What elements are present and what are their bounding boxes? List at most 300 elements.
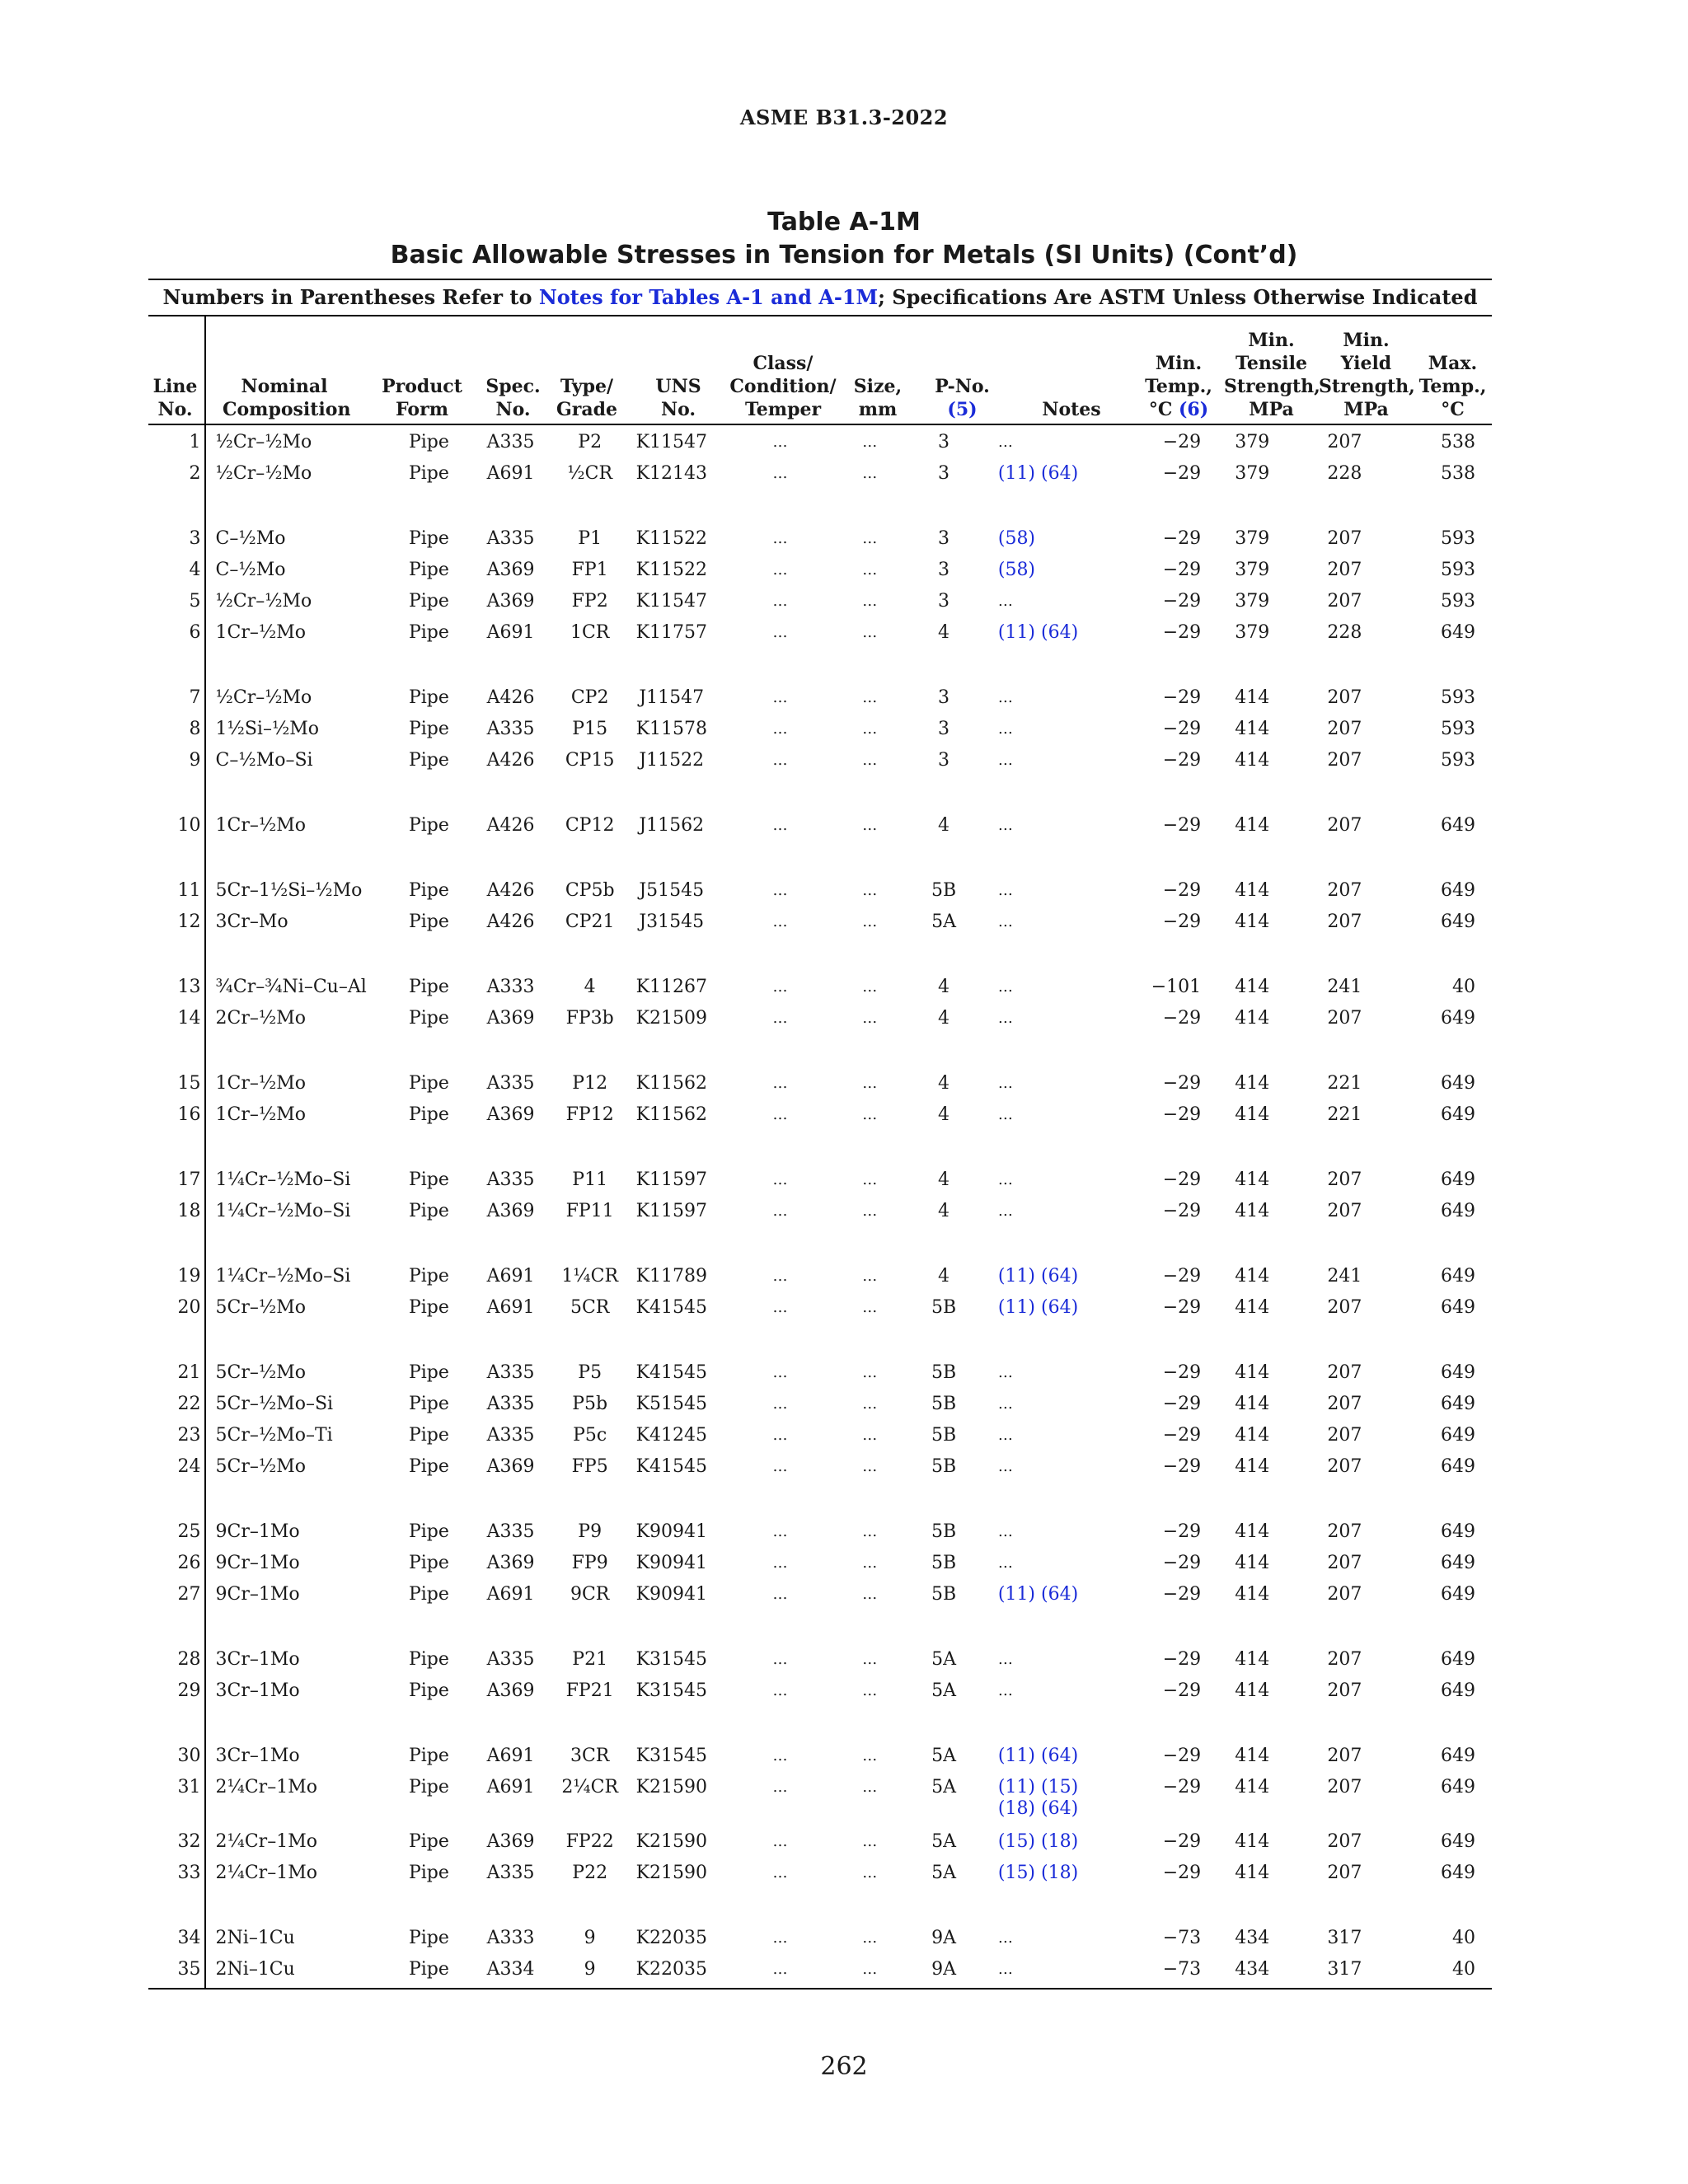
p-no-cell: 4 — [938, 1073, 950, 1094]
uns-no-cell: J31545 — [639, 912, 705, 932]
tensile-strength-cell: 414 — [1235, 1863, 1270, 1883]
min-temp-cell: −29 — [1162, 591, 1202, 612]
notes-cell: … — [997, 1929, 1013, 1947]
p-no-cell: 5B — [931, 1394, 957, 1414]
spec-no-cell: A426 — [486, 815, 535, 836]
notes-cell: … — [997, 978, 1013, 996]
min-temp-cell: −29 — [1162, 528, 1202, 549]
p-no-cell: 5B — [931, 1362, 957, 1383]
p-no-cell: 4 — [938, 977, 950, 997]
type-grade-cell: P2 — [578, 432, 603, 452]
min-temp-cell: −29 — [1162, 1553, 1202, 1573]
type-grade-cell: P1 — [578, 528, 603, 549]
p-no-cell: 5B — [931, 1521, 957, 1542]
class-condition-cell: … — [772, 1458, 788, 1475]
notes-cell[interactable]: (11) (15) (18) (64) — [997, 1777, 1079, 1819]
uns-no-cell: K11597 — [635, 1169, 707, 1190]
max-temp-cell: 649 — [1441, 1073, 1475, 1094]
row-spacer — [148, 841, 1492, 875]
type-grade-cell: 4 — [584, 977, 596, 997]
size-cell: … — [862, 1395, 878, 1413]
max-temp-cell: 538 — [1441, 432, 1475, 452]
yield-strength-cell: 207 — [1327, 591, 1362, 612]
type-grade-cell: 9 — [584, 1928, 596, 1948]
tensile-strength-cell: 379 — [1235, 622, 1270, 643]
notes-cell: … — [997, 752, 1013, 769]
min-temp-cell: −29 — [1162, 1104, 1202, 1125]
uns-no-cell: J11547 — [639, 687, 705, 708]
class-condition-cell: … — [772, 1299, 788, 1316]
min-temp-cell: −29 — [1162, 560, 1202, 580]
yield-strength-cell: 317 — [1327, 1928, 1362, 1948]
p-no-cell: 5B — [931, 1553, 957, 1573]
max-temp-cell: 649 — [1441, 1266, 1475, 1286]
header-min-yield-strength: Min. Yield Strength, MPa — [1319, 330, 1415, 420]
class-condition-cell: … — [772, 1779, 788, 1796]
type-grade-cell: FP3b — [565, 1008, 614, 1029]
line-no-cell: 2 — [189, 463, 201, 484]
size-cell: … — [862, 624, 878, 641]
max-temp-cell: 649 — [1441, 1394, 1475, 1414]
notes-cell[interactable]: (15) (18) — [997, 1831, 1079, 1852]
header-notes: Notes — [1042, 399, 1101, 420]
class-condition-cell: … — [772, 1523, 788, 1540]
max-temp-cell: 649 — [1441, 1777, 1475, 1797]
max-temp-cell: 649 — [1441, 1104, 1475, 1125]
nominal-composition-cell: 1¼Cr–½Mo–Si — [215, 1201, 351, 1221]
class-condition-cell: … — [772, 1364, 788, 1381]
uns-no-cell: K11522 — [635, 528, 707, 549]
yield-strength-cell: 207 — [1327, 687, 1362, 708]
uns-no-cell: K41545 — [635, 1362, 707, 1383]
min-temp-cell: −29 — [1162, 815, 1202, 836]
type-grade-cell: P12 — [572, 1073, 608, 1094]
yield-strength-cell: 221 — [1327, 1073, 1362, 1094]
nominal-composition-cell: C–½Mo — [215, 560, 286, 580]
yield-strength-cell: 207 — [1327, 1831, 1362, 1852]
line-no-cell: 32 — [177, 1831, 201, 1852]
p-no-cell: 5B — [931, 880, 957, 901]
yield-strength-cell: 207 — [1327, 1863, 1362, 1883]
size-cell: … — [862, 1010, 878, 1027]
type-grade-cell: P5c — [573, 1425, 607, 1446]
class-condition-cell: … — [772, 882, 788, 899]
type-grade-cell: P5 — [578, 1362, 603, 1383]
notes-cell[interactable]: (11) (64) — [997, 1584, 1079, 1605]
tensile-strength-cell: 414 — [1235, 1266, 1270, 1286]
min-temp-cell: −29 — [1162, 1777, 1202, 1797]
type-grade-cell: 2¼CR — [561, 1777, 619, 1797]
product-form-cell: Pipe — [408, 1584, 449, 1605]
min-temp-cell: −29 — [1162, 1362, 1202, 1383]
spec-no-cell: A335 — [486, 432, 535, 452]
tensile-strength-cell: 414 — [1235, 719, 1270, 739]
max-temp-cell: 649 — [1441, 1201, 1475, 1221]
row-spacer — [148, 490, 1492, 523]
spec-no-cell: A426 — [486, 880, 535, 901]
type-grade-cell: P15 — [572, 719, 608, 739]
product-form-cell: Pipe — [408, 815, 449, 836]
notes-cell: … — [997, 913, 1013, 930]
yield-strength-cell: 207 — [1327, 560, 1362, 580]
nominal-composition-cell: 2Ni–1Cu — [215, 1928, 295, 1948]
table-row — [148, 745, 1492, 776]
notes-cell: … — [997, 1106, 1013, 1123]
product-form-cell: Pipe — [408, 1928, 449, 1948]
header-size: Size, mm — [853, 376, 903, 420]
min-temp-cell: −29 — [1162, 719, 1202, 739]
row-spacer — [148, 938, 1492, 972]
uns-no-cell: K11522 — [635, 560, 707, 580]
nominal-composition-cell: 2¼Cr–1Mo — [215, 1831, 317, 1852]
max-temp-cell: 649 — [1441, 1831, 1475, 1852]
max-temp-cell: 649 — [1441, 1297, 1475, 1318]
max-temp-cell: 649 — [1441, 1746, 1475, 1766]
notes-cell: … — [997, 720, 1013, 738]
spec-no-cell: A691 — [486, 1746, 535, 1766]
row-spacer — [148, 1034, 1492, 1068]
yield-strength-cell: 207 — [1327, 1521, 1362, 1542]
uns-no-cell: K90941 — [635, 1584, 707, 1605]
notes-cell[interactable]: (15) (18) — [997, 1863, 1079, 1883]
size-cell: … — [862, 1682, 878, 1699]
notes-cell: … — [997, 1961, 1013, 1978]
size-cell: … — [862, 1929, 878, 1947]
min-temp-cell: −73 — [1162, 1928, 1202, 1948]
uns-no-cell: K11547 — [635, 591, 707, 612]
spec-no-cell: A426 — [486, 687, 535, 708]
class-condition-cell: … — [772, 1864, 788, 1882]
line-no-cell: 19 — [177, 1266, 201, 1286]
notes-cell[interactable]: (11) (64) — [997, 463, 1079, 484]
row-spacer — [148, 1707, 1492, 1741]
product-form-cell: Pipe — [408, 591, 449, 612]
table-row — [148, 1420, 1492, 1451]
line-no-cell: 6 — [189, 622, 201, 643]
tensile-strength-cell: 414 — [1235, 1649, 1270, 1670]
notes-cell[interactable]: (58) — [997, 528, 1036, 549]
type-grade-cell: FP2 — [571, 591, 608, 612]
max-temp-cell: 538 — [1441, 463, 1475, 484]
size-cell: … — [862, 1833, 878, 1850]
min-temp-cell: −29 — [1162, 1169, 1202, 1190]
max-temp-cell: 649 — [1441, 1521, 1475, 1542]
uns-no-cell: K41545 — [635, 1456, 707, 1477]
min-temp-cell: −29 — [1162, 687, 1202, 708]
spec-no-cell: A333 — [486, 1928, 535, 1948]
uns-no-cell: K11578 — [635, 719, 707, 739]
class-condition-cell: … — [772, 1395, 788, 1413]
class-condition-cell: … — [772, 434, 788, 451]
class-condition-cell: … — [772, 1427, 788, 1444]
min-temp-cell: −29 — [1162, 880, 1202, 901]
uns-no-cell: K22035 — [635, 1928, 707, 1948]
uns-no-cell: K11597 — [635, 1201, 707, 1221]
size-cell: … — [862, 1651, 878, 1668]
header-p-no: P-No. (5) — [935, 376, 990, 420]
line-no-cell: 9 — [189, 750, 201, 771]
uns-no-cell: K21590 — [635, 1831, 707, 1852]
nominal-composition-cell: 5Cr–½Mo — [215, 1297, 306, 1318]
class-condition-cell: … — [772, 913, 788, 930]
min-temp-cell: −29 — [1162, 1073, 1202, 1094]
line-no-cell: 10 — [177, 815, 201, 836]
type-grade-cell: FP9 — [571, 1553, 608, 1573]
notes-cell: … — [997, 1395, 1013, 1413]
notes-cell[interactable]: (11) (64) — [997, 1266, 1079, 1286]
type-grade-cell: ½CR — [567, 463, 613, 484]
min-temp-cell: −29 — [1162, 463, 1202, 484]
yield-strength-cell: 207 — [1327, 1456, 1362, 1477]
max-temp-cell: 649 — [1441, 622, 1475, 643]
size-cell: … — [862, 1202, 878, 1220]
nominal-composition-cell: 9Cr–1Mo — [215, 1553, 300, 1573]
type-grade-cell: P22 — [572, 1863, 608, 1883]
max-temp-cell: 649 — [1441, 1863, 1475, 1883]
tensile-strength-cell: 414 — [1235, 1553, 1270, 1573]
banner-prefix: Numbers in Parentheses Refer to — [162, 285, 539, 309]
notes-cell[interactable]: (11) (64) — [997, 1297, 1079, 1318]
nominal-composition-cell: ¾Cr–¾Ni–Cu–Al — [215, 977, 367, 997]
class-condition-cell: … — [772, 1747, 788, 1765]
notes-cell[interactable]: (11) (64) — [997, 1746, 1079, 1766]
type-grade-cell: FP12 — [565, 1104, 614, 1125]
spec-no-cell: A369 — [486, 1456, 535, 1477]
product-form-cell: Pipe — [408, 750, 449, 771]
tensile-strength-cell: 434 — [1235, 1928, 1270, 1948]
yield-strength-cell: 207 — [1327, 912, 1362, 932]
product-form-cell: Pipe — [408, 1201, 449, 1221]
max-temp-cell: 649 — [1441, 1649, 1475, 1670]
yield-strength-cell: 207 — [1327, 719, 1362, 739]
yield-strength-cell: 207 — [1327, 1777, 1362, 1797]
type-grade-cell: P11 — [572, 1169, 608, 1190]
line-no-cell: 15 — [177, 1073, 201, 1094]
row-spacer — [148, 1889, 1492, 1923]
yield-strength-cell: 207 — [1327, 1169, 1362, 1190]
notes-cell: … — [997, 434, 1013, 451]
size-cell: … — [862, 1458, 878, 1475]
spec-no-cell: A369 — [486, 1680, 535, 1701]
table-row — [148, 458, 1492, 490]
min-temp-cell: −29 — [1162, 1394, 1202, 1414]
size-cell: … — [862, 978, 878, 996]
nominal-composition-cell: 2¼Cr–1Mo — [215, 1777, 317, 1797]
page-number: 262 — [820, 2052, 868, 2081]
table-title: Table A-1M — [767, 208, 921, 237]
table-row — [148, 1516, 1492, 1548]
tensile-strength-cell: 379 — [1235, 463, 1270, 484]
line-no-cell: 5 — [189, 591, 201, 612]
class-condition-cell: … — [772, 1586, 788, 1603]
size-cell: … — [862, 465, 878, 482]
p-no-cell: 5B — [931, 1584, 957, 1605]
table-row — [148, 810, 1492, 841]
notes-cell[interactable]: (58) — [997, 560, 1036, 580]
p-no-cell: 3 — [938, 687, 950, 708]
p-no-cell: 3 — [938, 560, 950, 580]
product-form-cell: Pipe — [408, 528, 449, 549]
nominal-composition-cell: 1Cr–½Mo — [215, 1073, 306, 1094]
notes-cell: … — [997, 1202, 1013, 1220]
notes-cell: … — [997, 1427, 1013, 1444]
table-row — [148, 1292, 1492, 1324]
line-no-cell: 34 — [177, 1928, 201, 1948]
type-grade-cell: 3CR — [570, 1746, 610, 1766]
tensile-strength-cell: 414 — [1235, 1746, 1270, 1766]
class-condition-cell: … — [772, 1682, 788, 1699]
product-form-cell: Pipe — [408, 1863, 449, 1883]
line-no-cell: 1 — [189, 432, 201, 452]
nominal-composition-cell: 1Cr–½Mo — [215, 1104, 306, 1125]
uns-no-cell: K31545 — [635, 1649, 707, 1670]
yield-strength-cell: 241 — [1327, 977, 1362, 997]
size-cell: … — [862, 1364, 878, 1381]
nominal-composition-cell: 9Cr–1Mo — [215, 1584, 300, 1605]
table-row — [148, 1196, 1492, 1227]
max-temp-cell: 649 — [1441, 880, 1475, 901]
spec-no-cell: A335 — [486, 1425, 535, 1446]
size-cell: … — [862, 593, 878, 610]
p-no-cell: 5B — [931, 1297, 957, 1318]
product-form-cell: Pipe — [408, 977, 449, 997]
product-form-cell: Pipe — [408, 1394, 449, 1414]
table-row — [148, 1261, 1492, 1292]
type-grade-cell: CP5b — [565, 880, 615, 901]
tensile-strength-cell: 414 — [1235, 815, 1270, 836]
p-no-cell: 4 — [938, 1104, 950, 1125]
nominal-composition-cell: 1Cr–½Mo — [215, 622, 306, 643]
header-class-condition-temper: Class/ Condition/ Temper — [729, 353, 837, 420]
table-row — [148, 972, 1492, 1003]
spec-no-cell: A335 — [486, 1073, 535, 1094]
size-cell: … — [862, 1554, 878, 1572]
tensile-strength-cell: 414 — [1235, 1425, 1270, 1446]
nominal-composition-cell: 3Cr–1Mo — [215, 1746, 300, 1766]
nominal-composition-cell: 1¼Cr–½Mo–Si — [215, 1266, 351, 1286]
nominal-composition-cell: 1½Si–½Mo — [215, 719, 320, 739]
product-form-cell: Pipe — [408, 1649, 449, 1670]
spec-no-cell: A369 — [486, 591, 535, 612]
class-condition-cell: … — [772, 1554, 788, 1572]
table-row — [148, 1741, 1492, 1772]
class-condition-cell: … — [772, 1171, 788, 1188]
min-temp-cell: −29 — [1162, 1297, 1202, 1318]
notes-cell[interactable]: (11) (64) — [997, 622, 1079, 643]
spec-no-cell: A335 — [486, 1169, 535, 1190]
header-rule — [148, 424, 1492, 425]
min-temp-cell: −101 — [1151, 977, 1202, 997]
p-no-cell: 5A — [931, 1746, 956, 1766]
yield-strength-cell: 207 — [1327, 880, 1362, 901]
table-row — [148, 1923, 1492, 1954]
stress-table — [148, 427, 1492, 1985]
p-no-cell: 9A — [931, 1928, 956, 1948]
tensile-strength-cell: 434 — [1235, 1959, 1270, 1980]
line-no-cell: 21 — [177, 1362, 201, 1383]
class-condition-cell: … — [772, 1833, 788, 1850]
yield-strength-cell: 207 — [1327, 1394, 1362, 1414]
table-row — [148, 1099, 1492, 1131]
nominal-composition-cell: C–½Mo — [215, 528, 286, 549]
spec-no-cell: A691 — [486, 1584, 535, 1605]
max-temp-cell: 593 — [1441, 687, 1475, 708]
min-temp-cell: −29 — [1162, 1831, 1202, 1852]
size-cell: … — [862, 1106, 878, 1123]
size-cell: … — [862, 1747, 878, 1765]
max-temp-cell: 593 — [1441, 528, 1475, 549]
nominal-composition-cell: 5Cr–½Mo — [215, 1362, 306, 1383]
type-grade-cell: FP5 — [571, 1456, 608, 1477]
yield-strength-cell: 207 — [1327, 432, 1362, 452]
yield-strength-cell: 207 — [1327, 1746, 1362, 1766]
notes-cell: … — [997, 1010, 1013, 1027]
tensile-strength-cell: 414 — [1235, 977, 1270, 997]
p-no-cell: 3 — [938, 719, 950, 739]
running-head: ASME B31.3-2022 — [739, 105, 949, 129]
nominal-composition-cell: 3Cr–1Mo — [215, 1649, 300, 1670]
p-no-cell: 5A — [931, 1777, 956, 1797]
uns-no-cell: K21509 — [635, 1008, 707, 1029]
max-temp-cell: 649 — [1441, 1553, 1475, 1573]
tensile-strength-cell: 414 — [1235, 1201, 1270, 1221]
product-form-cell: Pipe — [408, 687, 449, 708]
nominal-composition-cell: ½Cr–½Mo — [215, 432, 312, 452]
uns-no-cell: K31545 — [635, 1746, 707, 1766]
p-no-cell: 4 — [938, 1201, 950, 1221]
header-nominal-composition: Nominal Composition — [223, 376, 351, 420]
tensile-strength-cell: 414 — [1235, 750, 1270, 771]
table-row — [148, 1675, 1492, 1707]
yield-strength-cell: 207 — [1327, 1425, 1362, 1446]
table-row — [148, 523, 1492, 555]
banner-rule — [148, 315, 1492, 316]
uns-no-cell: K11547 — [635, 432, 707, 452]
class-condition-cell: … — [772, 752, 788, 769]
max-temp-cell: 649 — [1441, 1456, 1475, 1477]
notes-banner — [148, 285, 1492, 309]
stress-table-body — [148, 427, 1492, 1985]
table-row — [148, 1068, 1492, 1099]
size-cell: … — [862, 689, 878, 706]
max-temp-cell: 649 — [1441, 1169, 1475, 1190]
class-condition-cell: … — [772, 1075, 788, 1092]
spec-no-cell: A369 — [486, 1201, 535, 1221]
nominal-composition-cell: 5Cr–½Mo–Ti — [215, 1425, 333, 1446]
size-cell: … — [862, 1864, 878, 1882]
table-row — [148, 1451, 1492, 1483]
notes-cell: … — [997, 593, 1013, 610]
product-form-cell: Pipe — [408, 1362, 449, 1383]
spec-no-cell: A369 — [486, 1104, 535, 1125]
table-subtitle: Basic Allowable Stresses in Tension for Metals (SI Units) (Cont’d) — [390, 241, 1298, 269]
line-no-cell: 16 — [177, 1104, 201, 1125]
type-grade-cell: FP21 — [565, 1680, 614, 1701]
product-form-cell: Pipe — [408, 1104, 449, 1125]
notes-cell: … — [997, 882, 1013, 899]
product-form-cell: Pipe — [408, 1831, 449, 1852]
spec-no-cell: A335 — [486, 719, 535, 739]
product-form-cell: Pipe — [408, 432, 449, 452]
p-no-cell: 5A — [931, 1649, 956, 1670]
yield-strength-cell: 207 — [1327, 1584, 1362, 1605]
min-temp-cell: −29 — [1162, 432, 1202, 452]
p-no-cell: 5A — [931, 1831, 956, 1852]
notes-link[interactable]: Notes for Tables A-1 and A-1M — [538, 285, 879, 309]
line-no-cell: 29 — [177, 1680, 201, 1701]
min-temp-cell: −29 — [1162, 1008, 1202, 1029]
size-cell: … — [862, 1427, 878, 1444]
